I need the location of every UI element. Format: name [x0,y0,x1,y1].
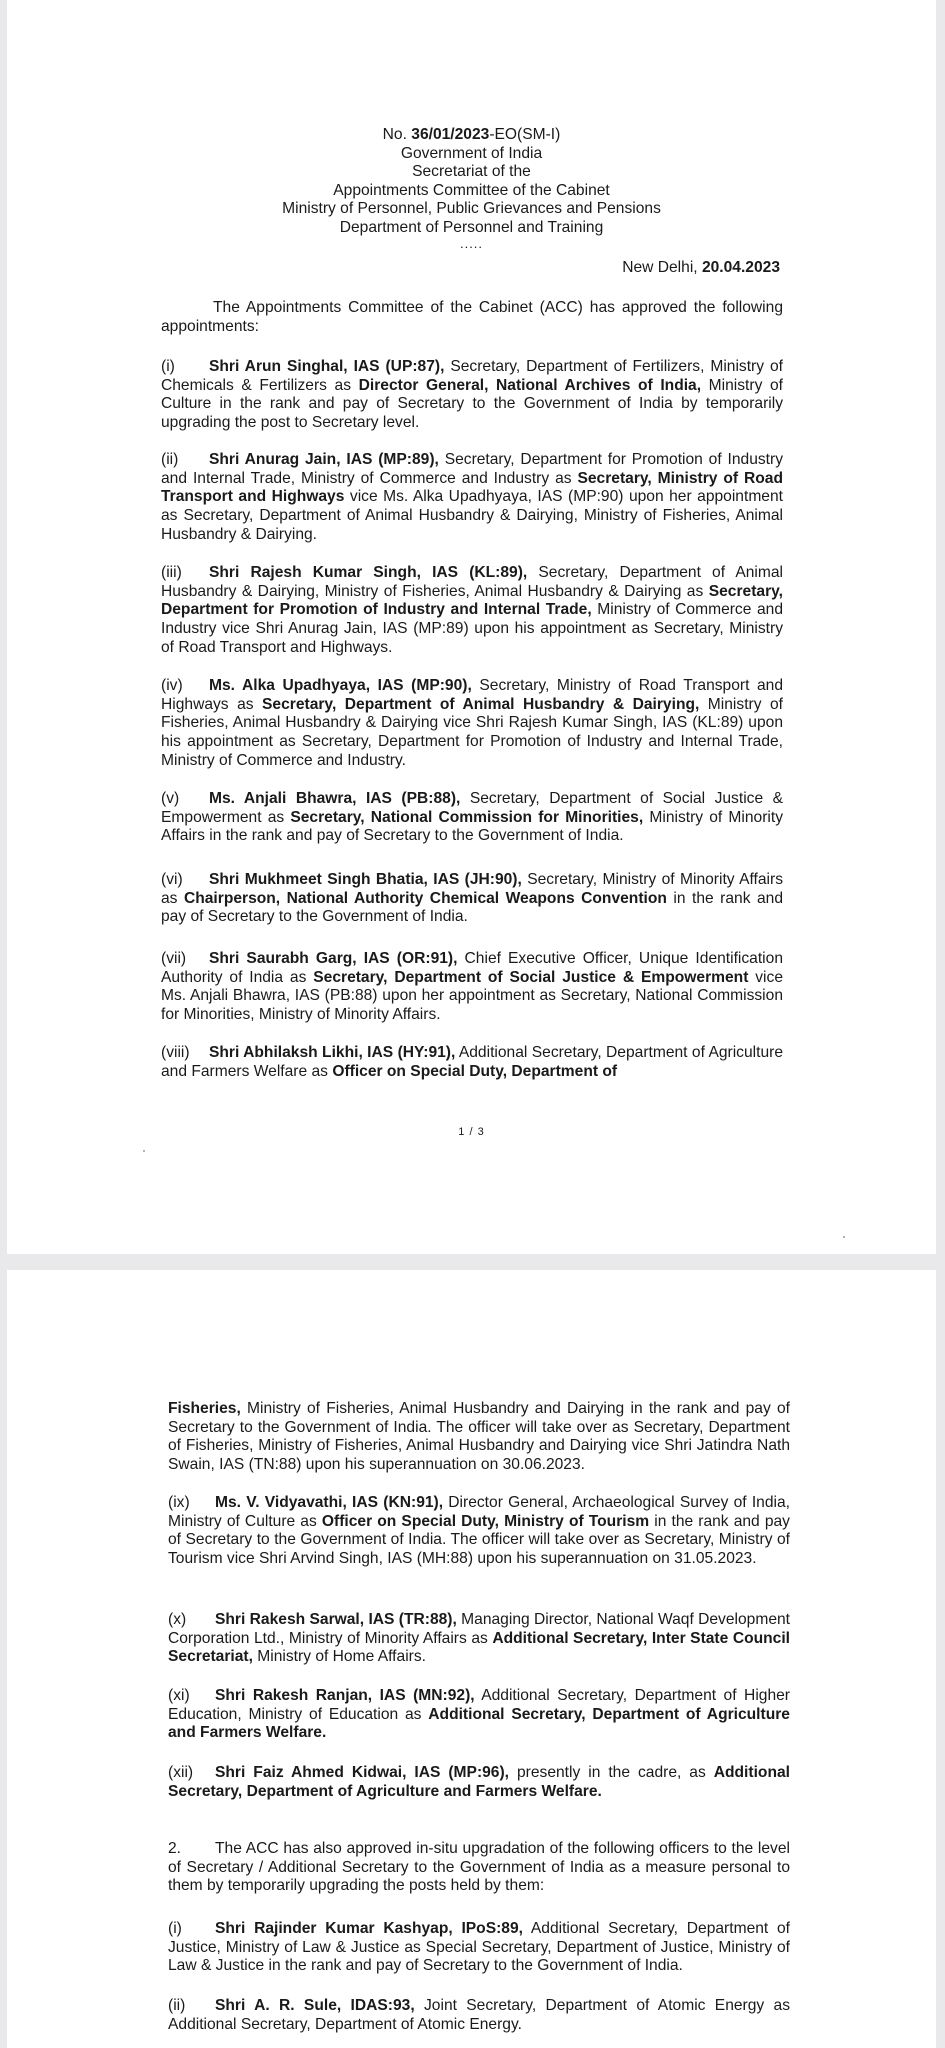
body-text: Ministry of Home Affairs. [252,1648,426,1666]
body-text: Secretary, Department of Fertilizers, Ministry of Chemicals & Fertilizers as [161,358,783,394]
bold-text: Shri Rajinder Kumar Kashyap, IPoS:89, [215,1920,523,1937]
document-page-1 [7,0,936,1254]
bold-text: Shri Rajesh Kumar Singh, IAS (KL:89), [209,564,528,581]
appointment-item [168,1687,790,1743]
bold-text: Secretary, Department of Animal Husbandry & Dairying, [262,695,700,713]
bold-text: Secretary, Department for Promotion of Industry and Internal Trade, [161,582,783,619]
appointment-item [161,1044,783,1081]
appointment-item [161,871,783,927]
body-text: Additional Secretary, Department of Agriculture and Farmers Welfare as [161,1044,783,1080]
body-text: Ministry of Fisheries, Animal Husbandry and Dairying in the rank and pay of Secretary to the Government of India. The officer will take over as Secretary, Department of Fisheries, Ministry of Fisheries, Animal Husbandry and Dairying vice Shri Jatindra Nath Swain, IAS (TN:88) upon his superannuation on 30.06.2023. [168,1400,790,1474]
item-number: (ii) [168,1997,186,2014]
appointment-item [161,790,783,846]
order-number: No. 36/01/2023-EO(SM-I) [382,126,561,143]
header-line: Secretariat of the [412,163,531,180]
bold-text: Director General, National Archives of India, [358,376,702,394]
upgradation-item [168,1997,790,2034]
body-text: Ministry of Commerce and Industry vice Shri Anurag Jain, IAS (MP:89) upon his appointment as Secretary, Ministry of Road Transport and Highways. [161,601,783,656]
scan-speck [843,1236,845,1238]
header-line: Appointments Committee of the Cabinet [333,181,610,199]
appointment-item [168,1494,790,1569]
intro-paragraph: The Appointments Committee of the Cabinet (ACC) has approved the following appointments: [161,299,783,335]
bold-text: Shri Abhilaksh Likhi, IAS (HY:91), [209,1044,456,1061]
item-number: (i) [161,358,175,375]
bold-text: Additional Secretary, Department of Agriculture and Farmers Welfare. [168,1705,790,1742]
item-number: (iv) [161,677,183,694]
bold-text: Secretary, Department of Social Justice & Empowerment [313,968,749,986]
body-text: in the rank and pay of Secretary to the Government of India. [161,889,783,926]
appointment-item [161,564,783,658]
body-text: Managing Director, National Waqf Development Corporation Ltd., Ministry of Minority Affairs as [168,1611,790,1647]
body-text: Secretary, Ministry of Road Transport and Highways as [161,677,784,713]
body-text: vice Ms. Alka Upadhyaya, IAS (MP:90) upon her appointment as Secretary, Department of Animal Husbandry & Dairying, Ministry of Fisheries, Animal Husbandry & Dairying. [161,488,783,543]
body-text: Additional Secretary, Department of Higher Education, Ministry of Education as [168,1687,790,1723]
header-line: Ministry of Personnel, Public Grievances and Pensions [282,200,661,217]
body-text: Secretary, Department for Promotion of Industry and Internal Trade, Ministry of Commerce and Industry as [161,451,783,487]
bold-text: Shri Rakesh Ranjan, IAS (MN:92), [215,1687,475,1704]
date-line: New Delhi, 20.04.2023 [622,259,780,276]
letter-header [7,126,936,251]
appointment-item [161,950,783,1025]
body-text: in the rank and pay of Secretary to the Government of India. The officer will take over as Secretary, Ministry of Tourism vice Shri Arvind Singh, IAS (MH:88) upon his superannuation on 31.05.2023. [168,1512,790,1568]
body-text: presently in the cadre, as [509,1764,714,1781]
bold-text: Ms. V. Vidyavathi, IAS (KN:91), [215,1494,444,1511]
body-text: Ministry of Minority Affairs in the rank and pay of Secretary to the Government of India. [161,808,784,845]
body-text: Chief Executive Officer, Unique Identification Authority of India as [161,950,783,986]
bold-text: Secretary, Ministry of Road Transport and Highways [161,469,783,506]
header-dots: ..... [459,236,484,251]
appointment-item [161,451,783,545]
body-text: Ministry of Fisheries, Animal Husbandry & Dairying vice Shri Rajesh Kumar Singh, IAS (KL:89) upon his appointment as Secretary, Department for Promotion of Industry and Internal Trade, Ministry of Commerce and Industry. [161,695,783,769]
item-number: (i) [168,1920,182,1937]
item-number: (vii) [161,950,187,967]
appointment-item [168,1611,790,1667]
item-number: (xii) [168,1764,194,1781]
bold-text: Ms. Anjali Bhawra, IAS (PB:88), [209,790,461,807]
item-number: (viii) [161,1044,190,1061]
item-number: (ii) [161,451,179,468]
body-text: vice Ms. Anjali Bhawra, IAS (PB:88) upon her appointment as Secretary, National Commission for Minorities, Ministry of Minority Affairs. [161,968,783,1024]
bold-text: Shri Mukhmeet Singh Bhatia, IAS (JH:90), [209,871,522,888]
bold-text: Officer on Special Duty, Ministry of Tourism [321,1512,650,1530]
bold-text: Additional Secretary, Department of Agriculture and Farmers Welfare. [168,1764,790,1800]
item-number: (x) [168,1611,187,1628]
bold-text: Additional Secretary, Inter State Council Secretariat, [168,1629,790,1666]
bold-text: Ms. Alka Upadhyaya, IAS (MP:90), [209,677,472,694]
item-number: (vi) [161,871,183,888]
header-line: Government of India [400,144,543,162]
body-text: Ministry of Culture in the rank and pay of Secretary to the Government of India by temporarily upgrading the post to Secretary level. [161,376,783,432]
continuation-paragraph [168,1400,790,1475]
bold-text: Shri A. R. Sule, IDAS:93, [215,1997,415,2014]
appointment-item [161,677,783,771]
bold-text: Shri Arun Singhal, IAS (UP:87), [209,358,445,375]
bold-text: Shri Saurabh Garg, IAS (OR:91), [209,950,458,967]
appointment-item [161,358,783,433]
bold-text: Shri Anurag Jain, IAS (MP:89), [209,451,439,468]
bold-text: Officer on Special Duty, Department of [332,1062,618,1080]
item-number: (ix) [168,1494,190,1511]
bold-text: Fisheries, [168,1400,241,1417]
body-text: Joint Secretary, Department of Atomic Energy as Additional Secretary, Department of Atomic Energy. [168,1997,791,2033]
item-number: (v) [161,790,180,807]
body-text: Secretary, Department of Social Justice & Empowerment as [161,790,784,826]
item-number: (xi) [168,1687,190,1704]
body-text: Additional Secretary, Department of Justice, Ministry of Law & Justice as Special Secretary, Department of Justice, Ministry of Law & Justice in the rank and pay of Secretary to the Government of India. [168,1920,790,1975]
paragraph-2: 2. The ACC has also approved in-situ upgradation of the following officers to the level of Secretary / Additional Secretary to the Government of India as a measure personal to them by temporarily upgrading the posts held by them: [168,1840,790,1895]
appointment-item [168,1764,790,1801]
body-text: Director General, Archaeological Survey of India, Ministry of Culture as [168,1494,790,1530]
page-number: 1 / 3 [458,1126,485,1138]
item-number: (iii) [161,564,182,581]
header-line: Department of Personnel and Training [339,218,604,236]
scan-speck [143,1150,145,1152]
bold-text: Secretary, National Commission for Minorities, [290,808,644,826]
bold-text: Chairperson, National Authority Chemical Weapons Convention [183,889,667,907]
body-text: Secretary, Department of Animal Husbandry & Dairying, Ministry of Fisheries, Animal Husbandry & Dairying as [161,564,784,600]
bold-text: Shri Faiz Ahmed Kidwai, IAS (MP:96), [215,1764,510,1781]
document-page-2 [7,1270,936,2048]
bold-text: Shri Rakesh Sarwal, IAS (TR:88), [215,1611,457,1628]
upgradation-item [168,1920,790,1976]
body-text: Secretary, Ministry of Minority Affairs as [161,871,784,907]
